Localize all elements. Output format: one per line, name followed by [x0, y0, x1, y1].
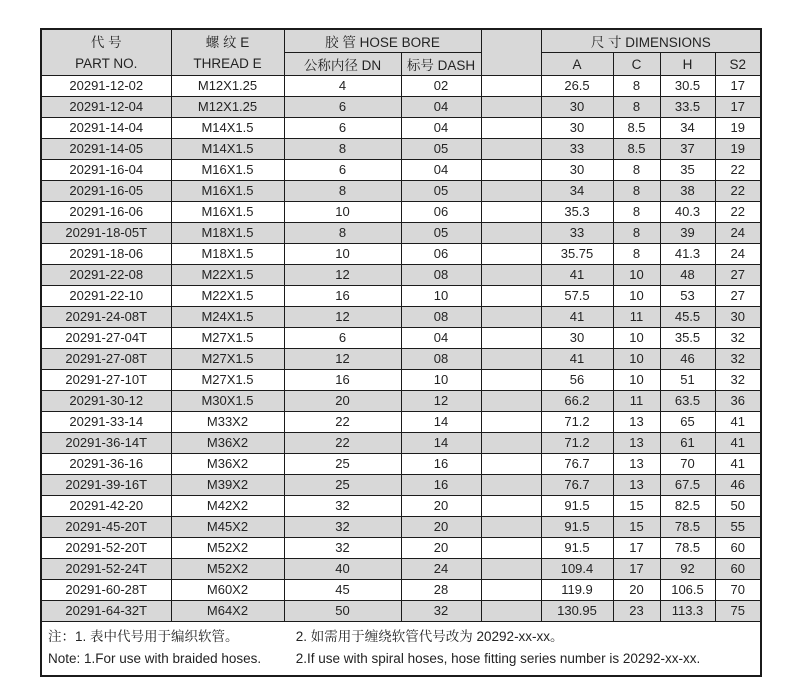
cell-dn: 12	[284, 265, 401, 286]
cell-h: 70	[660, 454, 715, 475]
cell-part-no: 20291-14-05	[41, 139, 171, 160]
cell-a: 57.5	[541, 286, 613, 307]
cell-a: 33	[541, 139, 613, 160]
cell-blank	[481, 580, 541, 601]
cell-blank	[481, 391, 541, 412]
cell-a: 35.3	[541, 202, 613, 223]
cell-a: 34	[541, 181, 613, 202]
cell-c: 13	[613, 433, 660, 454]
cell-part-no: 20291-22-08	[41, 265, 171, 286]
cell-c: 8	[613, 160, 660, 181]
cell-dash: 10	[401, 370, 481, 391]
cell-dash: 05	[401, 139, 481, 160]
cell-part-no: 20291-16-05	[41, 181, 171, 202]
cell-dn: 6	[284, 97, 401, 118]
cell-dash: 28	[401, 580, 481, 601]
cell-h: 106.5	[660, 580, 715, 601]
cell-thread: M18X1.5	[171, 223, 284, 244]
cell-thread: M24X1.5	[171, 307, 284, 328]
cell-blank	[481, 370, 541, 391]
cell-h: 33.5	[660, 97, 715, 118]
cell-a: 35.75	[541, 244, 613, 265]
table-row	[41, 118, 761, 139]
table-header	[41, 29, 761, 76]
table-row	[41, 265, 761, 286]
header-part-no	[41, 29, 171, 76]
header-illustration-column	[481, 29, 541, 76]
header-dim-a: A	[541, 53, 613, 76]
cell-dn: 12	[284, 349, 401, 370]
cell-part-no: 20291-16-06	[41, 202, 171, 223]
cell-a: 30	[541, 328, 613, 349]
cell-a: 33	[541, 223, 613, 244]
cell-s2: 17	[715, 76, 761, 97]
cell-thread: M52X2	[171, 559, 284, 580]
cell-dn: 50	[284, 601, 401, 622]
table-row	[41, 349, 761, 370]
cell-c: 13	[613, 454, 660, 475]
cell-dn: 6	[284, 118, 401, 139]
header-dim-c: C	[613, 53, 660, 76]
cell-s2: 19	[715, 118, 761, 139]
table-row	[41, 496, 761, 517]
cell-blank	[481, 538, 541, 559]
header-part-no-cn: 代 号	[90, 34, 122, 50]
table-footer	[41, 622, 761, 677]
cell-a: 91.5	[541, 538, 613, 559]
header-thread-cn: 螺 纹 E	[205, 34, 250, 50]
cell-blank	[481, 307, 541, 328]
cell-dash: 06	[401, 244, 481, 265]
cell-dash: 20	[401, 496, 481, 517]
cell-blank	[481, 433, 541, 454]
header-hose-bore-group: 胶 管 HOSE BORE	[284, 29, 481, 53]
cell-part-no: 20291-39-16T	[41, 475, 171, 496]
cell-dash: 05	[401, 223, 481, 244]
cell-s2: 27	[715, 286, 761, 307]
cell-blank	[481, 601, 541, 622]
cell-dn: 6	[284, 160, 401, 181]
cell-a: 30	[541, 97, 613, 118]
table-row	[41, 517, 761, 538]
cell-c: 10	[613, 370, 660, 391]
cell-s2: 27	[715, 265, 761, 286]
cell-dash: 08	[401, 307, 481, 328]
header-dim-s2: S2	[715, 53, 761, 76]
note-en-2: 2.If use with spiral hoses, hose fitting series number is 20292-xx-xx.	[295, 651, 701, 666]
cell-h: 30.5	[660, 76, 715, 97]
cell-h: 53	[660, 286, 715, 307]
cell-s2: 50	[715, 496, 761, 517]
table-row	[41, 307, 761, 328]
cell-dash: 16	[401, 454, 481, 475]
header-thread-en: THREAD E	[193, 55, 262, 71]
cell-thread: M33X2	[171, 412, 284, 433]
cell-thread: M52X2	[171, 538, 284, 559]
cell-blank	[481, 496, 541, 517]
cell-dash: 04	[401, 97, 481, 118]
cell-c: 15	[613, 496, 660, 517]
cell-h: 48	[660, 265, 715, 286]
cell-dn: 22	[284, 433, 401, 454]
cell-h: 65	[660, 412, 715, 433]
cell-dn: 32	[284, 538, 401, 559]
cell-h: 78.5	[660, 517, 715, 538]
table-row	[41, 538, 761, 559]
cell-blank	[481, 244, 541, 265]
cell-dash: 32	[401, 601, 481, 622]
cell-blank	[481, 349, 541, 370]
cell-a: 41	[541, 349, 613, 370]
cell-h: 67.5	[660, 475, 715, 496]
cell-c: 8	[613, 76, 660, 97]
cell-part-no: 20291-27-08T	[41, 349, 171, 370]
cell-s2: 32	[715, 349, 761, 370]
cell-thread: M45X2	[171, 517, 284, 538]
cell-dash: 06	[401, 202, 481, 223]
cell-dash: 14	[401, 412, 481, 433]
cell-h: 38	[660, 181, 715, 202]
cell-s2: 60	[715, 559, 761, 580]
cell-c: 13	[613, 475, 660, 496]
cell-dash: 02	[401, 76, 481, 97]
header-dim-h: H	[660, 53, 715, 76]
cell-s2: 46	[715, 475, 761, 496]
table-row	[41, 559, 761, 580]
cell-c: 8.5	[613, 139, 660, 160]
cell-a: 30	[541, 160, 613, 181]
cell-blank	[481, 139, 541, 160]
cell-dn: 25	[284, 475, 401, 496]
cell-thread: M22X1.5	[171, 265, 284, 286]
cell-dn: 45	[284, 580, 401, 601]
cell-s2: 17	[715, 97, 761, 118]
cell-blank	[481, 454, 541, 475]
cell-dn: 10	[284, 244, 401, 265]
cell-part-no: 20291-12-02	[41, 76, 171, 97]
cell-h: 39	[660, 223, 715, 244]
cell-thread: M27X1.5	[171, 370, 284, 391]
table-row	[41, 475, 761, 496]
cell-part-no: 20291-30-12	[41, 391, 171, 412]
cell-thread: M14X1.5	[171, 118, 284, 139]
cell-thread: M27X1.5	[171, 349, 284, 370]
cell-dash: 08	[401, 265, 481, 286]
cell-c: 17	[613, 538, 660, 559]
cell-c: 8	[613, 244, 660, 265]
table-row	[41, 286, 761, 307]
cell-blank	[481, 475, 541, 496]
cell-part-no: 20291-52-24T	[41, 559, 171, 580]
cell-part-no: 20291-64-32T	[41, 601, 171, 622]
cell-blank	[481, 412, 541, 433]
note-line-cn	[48, 626, 760, 648]
cell-part-no: 20291-36-14T	[41, 433, 171, 454]
cell-c: 8.5	[613, 118, 660, 139]
table-row	[41, 181, 761, 202]
cell-dash: 04	[401, 160, 481, 181]
cell-c: 8	[613, 97, 660, 118]
cell-s2: 22	[715, 160, 761, 181]
header-dimensions-group: 尺 寸 DIMENSIONS	[541, 29, 761, 53]
cell-part-no: 20291-24-08T	[41, 307, 171, 328]
cell-part-no: 20291-36-16	[41, 454, 171, 475]
cell-h: 113.3	[660, 601, 715, 622]
table-row	[41, 601, 761, 622]
cell-dn: 12	[284, 307, 401, 328]
cell-thread: M16X1.5	[171, 181, 284, 202]
cell-dn: 8	[284, 139, 401, 160]
cell-s2: 60	[715, 538, 761, 559]
cell-dash: 24	[401, 559, 481, 580]
cell-blank	[481, 160, 541, 181]
cell-part-no: 20291-22-10	[41, 286, 171, 307]
cell-c: 11	[613, 391, 660, 412]
cell-dn: 32	[284, 517, 401, 538]
table-body	[41, 76, 761, 622]
cell-a: 109.4	[541, 559, 613, 580]
header-dash: 标号 DASH	[401, 53, 481, 76]
cell-blank	[481, 286, 541, 307]
cell-h: 46	[660, 349, 715, 370]
cell-blank	[481, 76, 541, 97]
cell-s2: 30	[715, 307, 761, 328]
cell-h: 63.5	[660, 391, 715, 412]
cell-a: 71.2	[541, 412, 613, 433]
cell-blank	[481, 118, 541, 139]
cell-thread: M60X2	[171, 580, 284, 601]
cell-dash: 12	[401, 391, 481, 412]
cell-dash: 05	[401, 181, 481, 202]
cell-c: 17	[613, 559, 660, 580]
cell-dn: 40	[284, 559, 401, 580]
cell-s2: 41	[715, 412, 761, 433]
cell-h: 61	[660, 433, 715, 454]
cell-c: 10	[613, 328, 660, 349]
table-row	[41, 76, 761, 97]
cell-dn: 20	[284, 391, 401, 412]
cell-a: 41	[541, 307, 613, 328]
cell-part-no: 20291-27-10T	[41, 370, 171, 391]
note-cn-1: 注：1. 表中代号用于编织软管。	[48, 629, 239, 644]
cell-h: 45.5	[660, 307, 715, 328]
cell-c: 13	[613, 412, 660, 433]
cell-dash: 04	[401, 328, 481, 349]
cell-thread: M14X1.5	[171, 139, 284, 160]
cell-part-no: 20291-42-20	[41, 496, 171, 517]
cell-part-no: 20291-33-14	[41, 412, 171, 433]
cell-s2: 22	[715, 202, 761, 223]
note-line-en	[48, 648, 760, 670]
cell-thread: M18X1.5	[171, 244, 284, 265]
cell-dash: 08	[401, 349, 481, 370]
cell-a: 76.7	[541, 475, 613, 496]
cell-dn: 16	[284, 286, 401, 307]
cell-a: 91.5	[541, 517, 613, 538]
cell-s2: 70	[715, 580, 761, 601]
header-thread	[171, 29, 284, 76]
cell-dash: 20	[401, 538, 481, 559]
table-row	[41, 328, 761, 349]
table-row	[41, 580, 761, 601]
cell-thread: M16X1.5	[171, 160, 284, 181]
cell-s2: 55	[715, 517, 761, 538]
cell-c: 8	[613, 202, 660, 223]
cell-dn: 16	[284, 370, 401, 391]
cell-thread: M16X1.5	[171, 202, 284, 223]
cell-a: 41	[541, 265, 613, 286]
cell-a: 66.2	[541, 391, 613, 412]
cell-thread: M22X1.5	[171, 286, 284, 307]
cell-c: 10	[613, 286, 660, 307]
cell-dn: 6	[284, 328, 401, 349]
cell-dn: 25	[284, 454, 401, 475]
cell-h: 51	[660, 370, 715, 391]
note-cn-2: 2. 如需用于缠绕软管代号改为 20292-xx-xx。	[295, 629, 564, 644]
cell-blank	[481, 202, 541, 223]
cell-thread: M36X2	[171, 454, 284, 475]
cell-dn: 4	[284, 76, 401, 97]
cell-h: 37	[660, 139, 715, 160]
table-row	[41, 412, 761, 433]
cell-h: 35	[660, 160, 715, 181]
cell-c: 8	[613, 181, 660, 202]
cell-s2: 24	[715, 223, 761, 244]
cell-s2: 32	[715, 328, 761, 349]
cell-dn: 8	[284, 181, 401, 202]
cell-a: 71.2	[541, 433, 613, 454]
cell-part-no: 20291-12-04	[41, 97, 171, 118]
cell-dash: 16	[401, 475, 481, 496]
cell-blank	[481, 97, 541, 118]
notes-cell	[41, 622, 761, 677]
cell-blank	[481, 517, 541, 538]
table-row	[41, 370, 761, 391]
cell-dn: 32	[284, 496, 401, 517]
cell-h: 82.5	[660, 496, 715, 517]
cell-a: 91.5	[541, 496, 613, 517]
cell-thread: M12X1.25	[171, 97, 284, 118]
cell-thread: M42X2	[171, 496, 284, 517]
cell-dn: 22	[284, 412, 401, 433]
table-row	[41, 97, 761, 118]
cell-a: 76.7	[541, 454, 613, 475]
table-row	[41, 454, 761, 475]
hose-fitting-spec-table	[40, 28, 762, 677]
cell-part-no: 20291-52-20T	[41, 538, 171, 559]
cell-s2: 41	[715, 454, 761, 475]
cell-h: 40.3	[660, 202, 715, 223]
cell-s2: 32	[715, 370, 761, 391]
cell-c: 8	[613, 223, 660, 244]
table-row	[41, 202, 761, 223]
cell-a: 26.5	[541, 76, 613, 97]
cell-c: 10	[613, 349, 660, 370]
cell-s2: 19	[715, 139, 761, 160]
table-row	[41, 391, 761, 412]
table-row	[41, 433, 761, 454]
cell-blank	[481, 328, 541, 349]
cell-c: 20	[613, 580, 660, 601]
cell-h: 35.5	[660, 328, 715, 349]
cell-part-no: 20291-16-04	[41, 160, 171, 181]
cell-dash: 14	[401, 433, 481, 454]
cell-dash: 04	[401, 118, 481, 139]
cell-c: 23	[613, 601, 660, 622]
cell-h: 34	[660, 118, 715, 139]
cell-s2: 22	[715, 181, 761, 202]
cell-a: 30	[541, 118, 613, 139]
table-row	[41, 244, 761, 265]
cell-blank	[481, 181, 541, 202]
cell-dash: 20	[401, 517, 481, 538]
cell-h: 78.5	[660, 538, 715, 559]
cell-s2: 75	[715, 601, 761, 622]
cell-blank	[481, 265, 541, 286]
cell-s2: 24	[715, 244, 761, 265]
cell-thread: M30X1.5	[171, 391, 284, 412]
cell-part-no: 20291-18-05T	[41, 223, 171, 244]
cell-part-no: 20291-60-28T	[41, 580, 171, 601]
header-dn: 公称内径 DN	[284, 53, 401, 76]
header-part-no-en: PART NO.	[75, 55, 138, 71]
cell-part-no: 20291-18-06	[41, 244, 171, 265]
cell-dash: 10	[401, 286, 481, 307]
cell-h: 41.3	[660, 244, 715, 265]
cell-part-no: 20291-27-04T	[41, 328, 171, 349]
cell-thread: M27X1.5	[171, 328, 284, 349]
cell-part-no: 20291-45-20T	[41, 517, 171, 538]
cell-blank	[481, 223, 541, 244]
cell-s2: 41	[715, 433, 761, 454]
cell-c: 11	[613, 307, 660, 328]
cell-thread: M64X2	[171, 601, 284, 622]
cell-h: 92	[660, 559, 715, 580]
cell-dn: 8	[284, 223, 401, 244]
table-row	[41, 139, 761, 160]
cell-c: 10	[613, 265, 660, 286]
cell-a: 130.95	[541, 601, 613, 622]
cell-blank	[481, 559, 541, 580]
cell-thread: M12X1.25	[171, 76, 284, 97]
cell-part-no: 20291-14-04	[41, 118, 171, 139]
cell-thread: M39X2	[171, 475, 284, 496]
table-row	[41, 223, 761, 244]
cell-c: 15	[613, 517, 660, 538]
cell-s2: 36	[715, 391, 761, 412]
cell-thread: M36X2	[171, 433, 284, 454]
cell-a: 119.9	[541, 580, 613, 601]
cell-a: 56	[541, 370, 613, 391]
cell-dn: 10	[284, 202, 401, 223]
note-en-1: Note: 1.For use with braided hoses.	[48, 651, 262, 666]
table-row	[41, 160, 761, 181]
